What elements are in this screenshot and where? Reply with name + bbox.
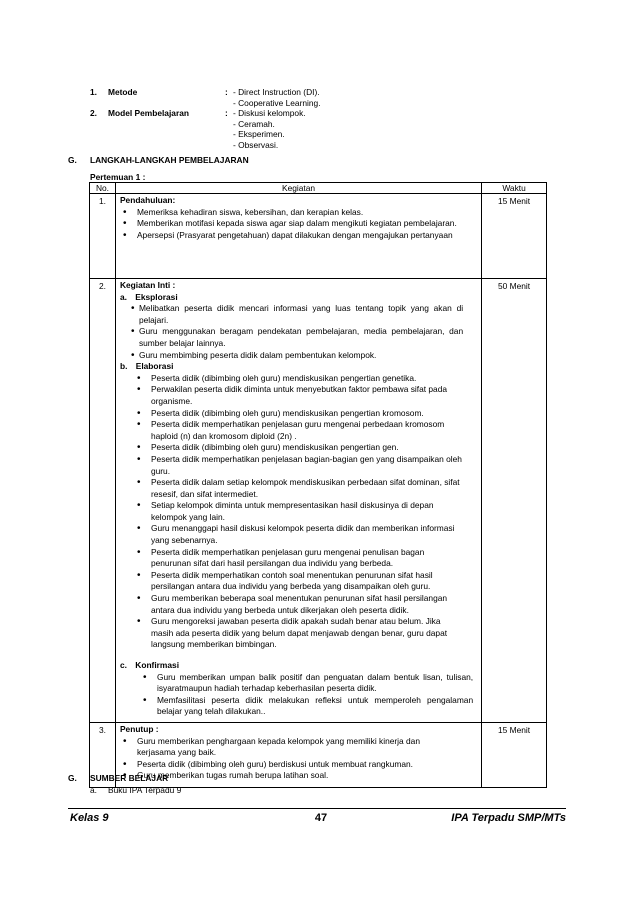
- subsection-heading: [120, 361, 477, 373]
- time-cell: 15 Menit: [482, 722, 547, 787]
- list-item: • Guru memberikan penghargaan kepada kelompok yang memiliki kinerja dan kerjasama yang baik.: [120, 736, 437, 759]
- list-item: • Guru membimbing peserta didik dalam pembentukan kelompok.: [131, 350, 463, 362]
- row-number: 1.: [90, 194, 116, 279]
- method-list: [233, 87, 321, 108]
- method-item: - Cooperative Learning.: [233, 97, 321, 108]
- subsection-heading: [120, 660, 477, 672]
- list-item: • Apersepsi (Prasyarat pengetahuan) dapat dilakukan dengan mengajukan pertanyaan: [120, 230, 477, 242]
- list-item: • Peserta didik memperhatikan penjelasan guru mengenai penulisan bagan penurunan sifat dari hasil persilangan dua individu yang berbeda.: [134, 547, 463, 570]
- list-item: • Guru menanggapi hasil diskusi kelompok peserta didik dan memberikan informasi yang sebenarnya.: [134, 523, 463, 546]
- header-time: Waktu: [482, 183, 547, 194]
- list-item: • Melibatkan peserta didik mencari informasi yang luas tentang topik yang akan di pelajari.: [131, 303, 463, 326]
- list-item: • Peserta didik memperhatikan penjelasan bagian-bagian gen yang disampaikan oleh guru.: [134, 454, 463, 477]
- subsection-title: Elaborasi: [135, 361, 174, 372]
- list-item: • Guru memberikan beberapa soal menentukan penurunan sifat hasil persilangan antara dua individu yang berbeda untuk dikerjakan oleh peserta didik.: [134, 593, 463, 616]
- source-item-text: Buku IPA Terpadu 9: [108, 785, 182, 795]
- model-item: - Ceramah.: [233, 118, 275, 129]
- list-item: • Peserta didik dalam setiap kelompok mendiskusikan perbedaan sifat dominan, sifat resesif, dan sifat intermediet.: [134, 477, 463, 500]
- model-list: [233, 108, 306, 150]
- model-colon: :: [225, 108, 228, 118]
- list-item: • Peserta didik (dibimbing oleh guru) mendiskusikan pengertian genetika.: [134, 373, 463, 385]
- meeting-label: Pertemuan 1 :: [90, 172, 146, 182]
- list-item: • Peserta didik memperhatikan penjelasan guru mengenai perbedaan kromosom haploid (n) dan kromosom diploid (2n) .: [134, 419, 463, 442]
- subsection-title: Konfirmasi: [135, 660, 180, 670]
- list-item: • Guru memberikan umpan balik positif dan penguatan dalam bentuk lisan, tulisan, isyaratmaupun hadiah terhadap keberhasilan peserta didik.: [140, 672, 473, 695]
- table-header-row: [90, 183, 547, 194]
- activity-cell: [115, 194, 481, 279]
- row-number: 2.: [90, 279, 116, 723]
- section-letter: G.: [68, 155, 77, 165]
- model-item: - Eksperimen.: [233, 129, 285, 139]
- list-item: • Guru memberikan tugas rumah berupa latihan soal.: [120, 770, 437, 782]
- list-item: • Memeriksa kehadiran siswa, kebersihan, dan kerapian kelas.: [120, 207, 477, 219]
- list-item: • Setiap kelompok diminta untuk mempresentasikan hasil diskusinya di depan kelompok yang lain.: [134, 500, 463, 523]
- source-item-letter: a.: [90, 785, 97, 795]
- list-item: • Perwakilan peserta didik diminta untuk menyebutkan faktor pembawa sifat pada organisme.: [134, 384, 463, 407]
- method-colon: :: [225, 87, 228, 97]
- model-label: Model Pembelajaran: [108, 108, 189, 118]
- activity-cell: [115, 722, 481, 787]
- list-item: • Guru mengoreksi jawaban peserta didik apakah sudah benar atau belum. Jika masih ada peserta didik yang belum dapat menjawab dengan benar, guru dapat langsung memberikan bimbingan.: [134, 616, 463, 651]
- footer-class: Kelas 9: [70, 812, 109, 824]
- footer-rule: [68, 808, 566, 809]
- list-item: • Peserta didik (dibimbing oleh guru) mendiskusikan pengertian kromosom.: [134, 408, 463, 420]
- section-title: LANGKAH-LANGKAH PEMBELAJARAN: [90, 155, 249, 165]
- subsection-letter: b.: [119, 361, 128, 372]
- page-number: 47: [314, 812, 328, 824]
- activity-title: Penutup :: [119, 723, 159, 734]
- activity-cell: [115, 279, 481, 723]
- list-item: • Guru menggunakan beragam pendekatan pembelajaran, media pembelajaran, dan sumber belajar lainnya.: [131, 326, 463, 349]
- subsection-letter: c.: [119, 660, 127, 670]
- section-title: SUMBER BELAJAR: [90, 773, 169, 783]
- list-item: • Memberikan motifasi kepada siswa agar siap dalam mengikuti kegiatan pembelajaran.: [120, 218, 477, 230]
- model-item: - Diskusi kelompok.: [233, 108, 306, 118]
- list-item: • Peserta didik (dibimbing oleh guru) mendiskusikan pengertian gen.: [134, 442, 463, 454]
- list-item: • Peserta didik (dibimbing oleh guru) berdiskusi untuk membuat rangkuman.: [120, 759, 437, 771]
- time-cell: 50 Menit: [482, 279, 547, 723]
- row-number: 3.: [90, 722, 116, 787]
- activities-table: [89, 182, 547, 788]
- table-row: [90, 194, 547, 279]
- subsection-letter: a.: [119, 291, 127, 302]
- time-cell: 15 Menit: [482, 194, 547, 279]
- footer-subject: IPA Terpadu SMP/MTs: [451, 812, 566, 824]
- header-no: No.: [90, 183, 116, 194]
- list-item: • Peserta didik memperhatikan contoh soal menentukan penurunan sifat hasil persilangan antara dua individu yang berbeda yang disampaikan oleh guru.: [134, 570, 463, 593]
- method-item: - Direct Instruction (DI).: [233, 87, 320, 97]
- section-letter: G.: [68, 773, 77, 783]
- method-number: 1.: [90, 87, 97, 97]
- header-activity: Kegiatan: [115, 183, 481, 194]
- activity-title: Kegiatan Inti :: [119, 280, 176, 290]
- activity-title: Pendahuluan:: [119, 195, 176, 205]
- model-item: - Observasi.: [233, 139, 279, 150]
- model-number: 2.: [90, 108, 97, 118]
- method-label: Metode: [108, 87, 138, 97]
- table-row: [90, 279, 547, 723]
- subsection-heading: [120, 292, 477, 304]
- list-item: • Memfasilitasi peserta didik melakukan refleksi untuk memperoleh pengalaman belajar yang telah dilakukan..: [140, 695, 473, 718]
- subsection-title: Eksplorasi: [135, 291, 178, 302]
